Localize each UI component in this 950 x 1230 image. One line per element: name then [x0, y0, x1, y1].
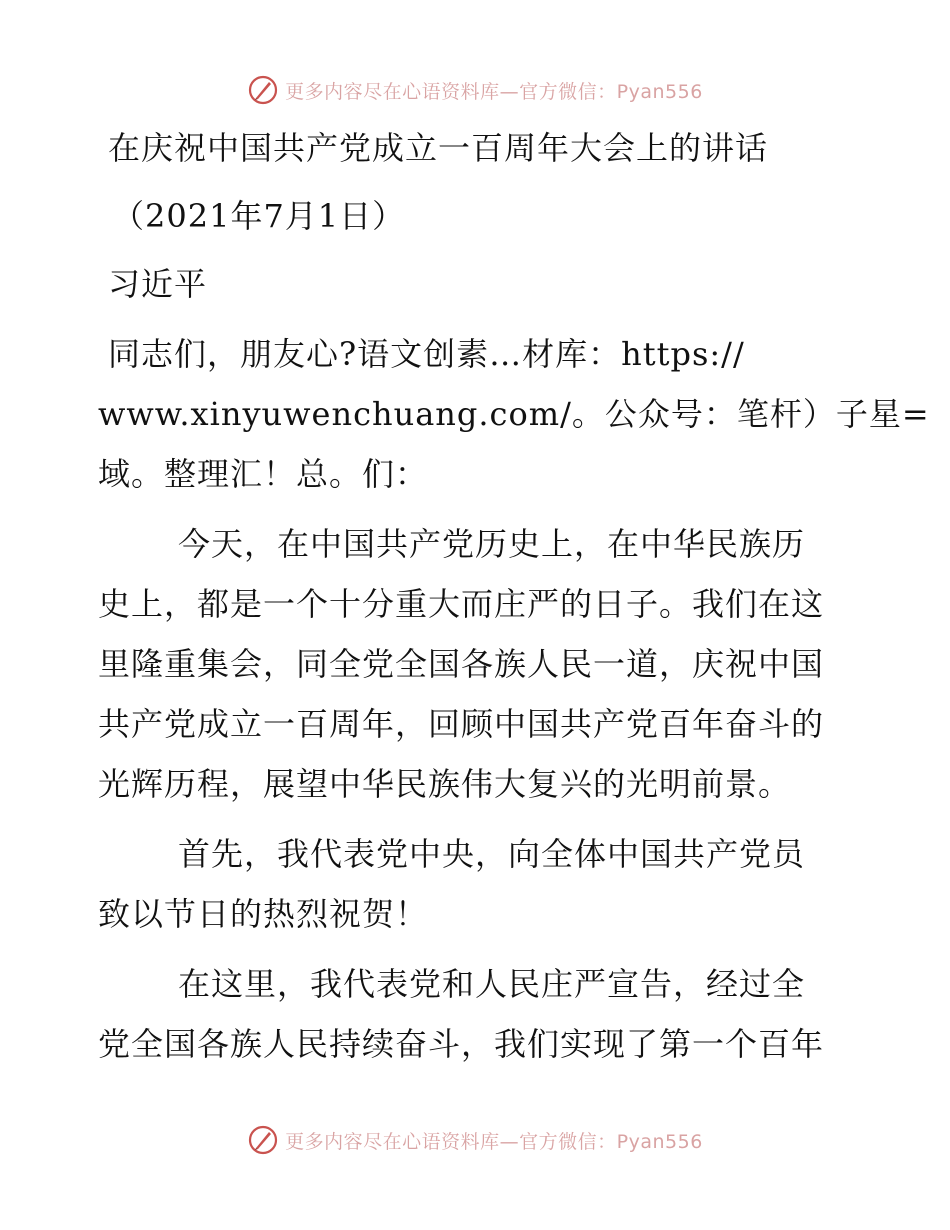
paragraph-line: 在这里，我代表党和人民庄严宣告，经过全	[178, 965, 806, 1003]
paragraph-line: 共产党成立一百周年，回顾中国共产党百年奋斗的	[98, 705, 825, 743]
document-body	[98, 118, 930, 1074]
paragraph-line: 致以节日的热烈祝贺！	[98, 895, 429, 933]
greeting-line: www.xinyuwenchuang.com/。公众号：笔杆）子星=	[98, 395, 930, 433]
paragraph-1	[98, 514, 858, 814]
paragraph-line: 史上，都是一个十分重大而庄严的日子。我们在这	[98, 585, 825, 623]
paragraph-3	[98, 954, 858, 1074]
paragraph-2	[98, 824, 858, 944]
paragraph-line: 光辉历程，展望中华民族伟大复兴的光明前景。	[98, 765, 792, 803]
document-date: （2021年7月1日）	[112, 197, 406, 235]
document-author: 习近平	[108, 265, 208, 303]
watermark-text: 更多内容尽在心语资料库—官方微信：Pyan556	[285, 1130, 703, 1153]
greeting-line: 域。整理汇！总。们：	[98, 455, 429, 493]
paragraph-line: 首先，我代表党中央，向全体中国共产党员	[178, 835, 806, 873]
watermark-header	[0, 70, 950, 110]
paragraph-line: 党全国各族人民持续奋斗，我们实现了第一个百年	[98, 1025, 825, 1063]
quill-logo-icon	[247, 1124, 279, 1156]
watermark-footer	[0, 1120, 950, 1160]
paragraph-line: 里隆重集会，同全党全国各族人民一道，庆祝中国	[98, 645, 825, 683]
quill-logo-icon	[247, 74, 279, 106]
paragraph-line: 今天，在中国共产党历史上，在中华民族历	[178, 525, 806, 563]
greeting-paragraph	[98, 324, 930, 504]
document-title: 在庆祝中国共产党成立一百周年大会上的讲话	[108, 129, 769, 167]
watermark-text: 更多内容尽在心语资料库—官方微信：Pyan556	[285, 80, 703, 103]
greeting-line: 同志们，朋友心?语文创素…材库：https://	[108, 335, 745, 373]
